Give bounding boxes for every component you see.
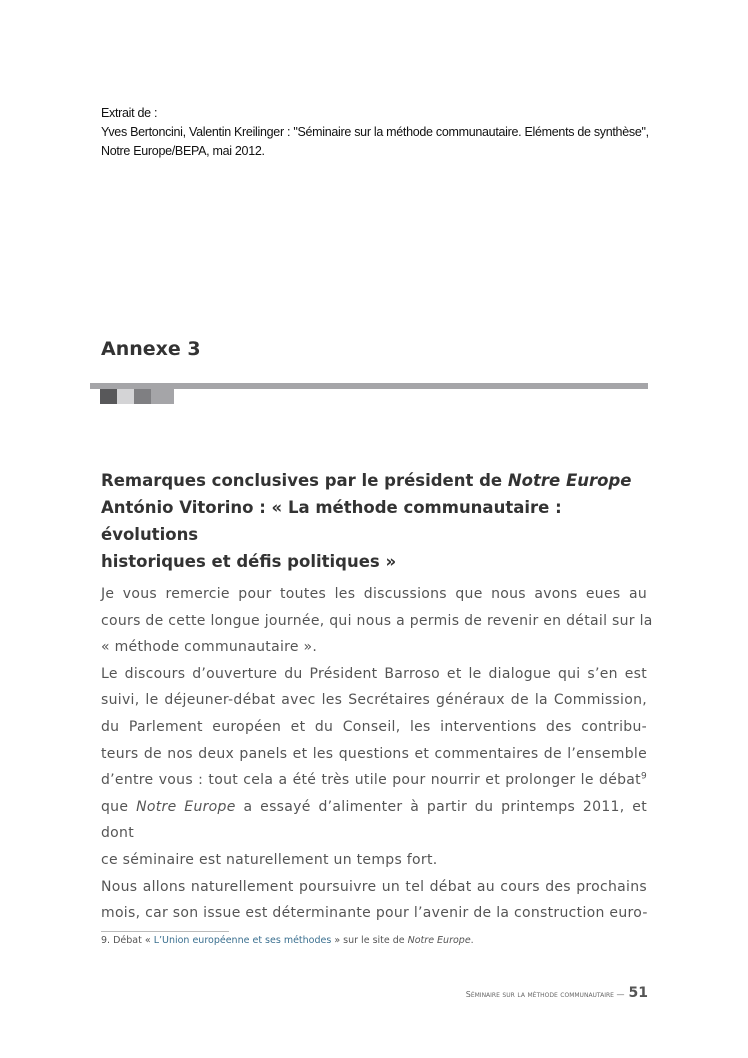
annexe-heading: Annexe 3 xyxy=(101,338,201,360)
decor-square xyxy=(134,389,151,404)
extract-line: Notre Europe/BEPA, mai 2012. xyxy=(101,144,265,158)
footnote-emphasis: Notre Europe xyxy=(407,935,471,946)
body-line-text: que xyxy=(101,798,137,815)
section-title xyxy=(101,467,651,575)
title-text: António Vitorino : « La méthode communautaire : évolutions xyxy=(101,498,562,544)
footnote-text: . xyxy=(470,935,474,946)
title-text: Remarques conclusives par le président de xyxy=(101,471,508,490)
decor-square xyxy=(117,389,134,404)
body-line: du Parlement européen et du Conseil, les interventions des contribu- xyxy=(101,718,647,735)
footnote-rule xyxy=(101,931,229,932)
body-line-text: a essayé d’alimenter à partir du printemps 2011, et dont xyxy=(101,798,647,842)
running-title: Séminaire sur la méthode communautaire — xyxy=(465,990,625,999)
body-line: mois, car son issue est déterminante pour l’avenir de la construction euro- xyxy=(101,905,648,922)
footnote-ref[interactable]: 9 xyxy=(640,771,647,782)
page-number: 51 xyxy=(628,985,648,1001)
extract-citation xyxy=(101,104,649,161)
body-line xyxy=(101,767,647,794)
extract-line: Yves Bertoncini, Valentin Kreilinger : "Séminaire sur la méthode communautaire. Eléments de synthèse", xyxy=(101,125,649,139)
body-line xyxy=(101,794,647,847)
body-line: ce séminaire est naturellement un temps fort. xyxy=(101,851,438,868)
footnote-link[interactable]: L’Union européenne et ses méthodes xyxy=(153,935,332,946)
body-line: teurs de nos deux panels et les questions et commentaires de l’ensemble xyxy=(101,745,647,762)
emphasis: Notre Europe xyxy=(136,798,236,815)
body-line: cours de cette longue journée, qui nous a permis de revenir en détail sur la xyxy=(101,612,653,629)
page-footer xyxy=(466,985,648,1001)
title-emphasis: Notre Europe xyxy=(507,471,632,490)
footnote-text: » sur le site de xyxy=(331,935,408,946)
body-text xyxy=(101,581,653,927)
footnote-text: 9. Débat « xyxy=(101,935,154,946)
body-line: Le discours d’ouverture du Président Barroso et le dialogue qui s’en est xyxy=(101,665,647,682)
body-line-text: d’entre vous : tout cela a été très utile pour nourrir et prolonger le débat xyxy=(101,772,641,789)
body-line: Je vous remercie pour toutes les discussions que nous avons eues au xyxy=(101,586,647,602)
body-line: « méthode communautaire ». xyxy=(101,639,318,656)
title-text: historiques et défis politiques » xyxy=(101,552,397,571)
extract-label: Extrait de : xyxy=(101,106,158,120)
body-line: Nous allons naturellement poursuivre un tel débat au cours des prochains xyxy=(101,878,647,895)
decor-square xyxy=(151,389,174,404)
footnote xyxy=(101,935,474,946)
body-line: suivi, le déjeuner-débat avec les Secrétaires généraux de la Commission, xyxy=(101,692,647,709)
decor-square xyxy=(100,389,117,404)
